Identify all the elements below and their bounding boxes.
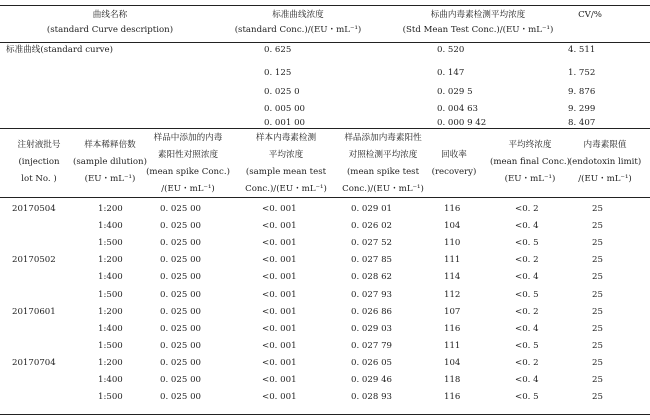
spike-header: 样品中添加的内毒 素阳性对照浓度 (mean spike Conc.) /(EU・mL⁻¹) (146, 133, 230, 194)
limit-cell: 25 (592, 375, 603, 385)
spike-cell: 0. 025 00 (160, 290, 202, 300)
curve-name-header: 曲线名称 (standard Curve description) (46, 10, 174, 35)
curve-cv-cell: 9. 876 (568, 87, 596, 97)
sample-header-rule (0, 197, 650, 198)
recovery-cell: 111 (444, 255, 461, 265)
limit-cell: 25 (592, 238, 603, 248)
spiked-mean-cell: 0. 026 05 (351, 358, 393, 368)
recovery-cell: 114 (444, 272, 461, 282)
final-cell: <0. 5 (515, 238, 539, 248)
final-cell: <0. 2 (515, 255, 539, 265)
final-header: 平均终浓度 (mean final Conc.) (EU・mL⁻¹) (489, 140, 571, 184)
recovery-cell: 118 (444, 375, 461, 385)
limit-cell: 25 (592, 221, 603, 231)
bottom-rule (0, 414, 650, 415)
spike-cell: 0. 025 00 (160, 324, 202, 334)
spiked-mean-cell: 0. 026 02 (351, 221, 393, 231)
spiked-mean-cell: 0. 027 79 (351, 341, 393, 351)
spiked-mean-cell: 0. 026 86 (351, 307, 393, 317)
limit-cell: 25 (592, 290, 603, 300)
sample-mean-cell: <0. 001 (262, 255, 297, 265)
dilution-cell: 1:200 (98, 358, 123, 368)
curve-name-cell: 标准曲线(standard curve) (6, 45, 113, 55)
dilution-cell: 1:400 (98, 272, 123, 282)
spike-cell: 0. 025 00 (160, 255, 202, 265)
sample-mean-cell: <0. 001 (262, 238, 297, 248)
recovery-cell: 104 (444, 221, 461, 231)
final-cell: <0. 4 (515, 324, 539, 334)
sample-mean-cell: <0. 001 (262, 341, 297, 351)
curve-mean-cell: 0. 520 (437, 45, 465, 55)
curve-conc-cell: 0. 005 00 (264, 104, 306, 114)
lot-header: 注射液批号 (injection lot No. ) (17, 140, 61, 184)
spike-cell: 0. 025 00 (160, 204, 202, 214)
spike-cell: 0. 025 00 (160, 238, 202, 248)
spike-cell: 0. 025 00 (160, 272, 202, 282)
limit-cell: 25 (592, 255, 603, 265)
final-cell: <0. 2 (515, 204, 539, 214)
curve-mean-cell: 0. 000 9 42 (437, 118, 487, 128)
dilution-cell: 1:400 (98, 324, 123, 334)
sample-mean-cell: <0. 001 (262, 204, 297, 214)
curve-conc-header: 标准曲线浓度 (standard Conc.)/(EU・mL⁻¹) (234, 10, 362, 35)
spiked-mean-cell: 0. 029 03 (351, 324, 393, 334)
dilution-cell: 1:500 (98, 290, 123, 300)
sample-mean-cell: <0. 001 (262, 221, 297, 231)
curve-mean-cell: 0. 029 5 (437, 87, 473, 97)
dilution-cell: 1:400 (98, 221, 123, 231)
spiked-mean-header: 样品添加内毒素阳性 对照检测平均浓度 (mean spike test Conc.)/(EU・mL⁻¹) (342, 133, 424, 194)
spiked-mean-cell: 0. 029 46 (351, 375, 393, 385)
final-cell: <0. 2 (515, 358, 539, 368)
spiked-mean-cell: 0. 027 52 (351, 238, 393, 248)
lot-cell: 20170704 (12, 358, 56, 368)
curve-mean-cell: 0. 004 63 (437, 104, 479, 114)
sample-mean-cell: <0. 001 (262, 290, 297, 300)
recovery-cell: 116 (444, 392, 461, 402)
spike-cell: 0. 025 00 (160, 307, 202, 317)
final-cell: <0. 2 (515, 307, 539, 317)
limit-header: 内毒素限值 (endotoxin limit) /(EU・mL⁻¹) (568, 140, 642, 184)
dilution-cell: 1:500 (98, 238, 123, 248)
sample-mean-cell: <0. 001 (262, 392, 297, 402)
sample-mean-cell: <0. 001 (262, 375, 297, 385)
curve-mean-cell: 0. 147 (437, 68, 465, 78)
spike-cell: 0. 025 00 (160, 358, 202, 368)
curve-conc-cell: 0. 125 (264, 68, 292, 78)
final-cell: <0. 5 (515, 341, 539, 351)
curve-cv-cell: 1. 752 (568, 68, 596, 78)
spike-cell: 0. 025 00 (160, 221, 202, 231)
spike-cell: 0. 025 00 (160, 375, 202, 385)
recovery-cell: 116 (444, 204, 461, 214)
recovery-cell: 104 (444, 358, 461, 368)
final-cell: <0. 4 (515, 272, 539, 282)
curve-cv-cell: 9. 299 (568, 104, 596, 114)
curve-cv-header: CV/% (578, 10, 602, 20)
lot-cell: 20170601 (12, 307, 56, 317)
spiked-mean-cell: 0. 028 62 (351, 272, 393, 282)
top-rule (0, 5, 650, 6)
dilution-cell: 1:400 (98, 375, 123, 385)
spike-cell: 0. 025 00 (160, 341, 202, 351)
dilution-cell: 1:200 (98, 307, 123, 317)
limit-cell: 25 (592, 204, 603, 214)
curve-conc-cell: 0. 625 (264, 45, 292, 55)
lot-cell: 20170504 (12, 204, 56, 214)
section-divider-rule (0, 128, 650, 129)
spike-cell: 0. 025 00 (160, 392, 202, 402)
recovery-cell: 111 (444, 341, 461, 351)
curve-conc-cell: 0. 001 00 (264, 118, 306, 128)
final-cell: <0. 5 (515, 392, 539, 402)
recovery-cell: 112 (444, 290, 461, 300)
final-cell: <0. 4 (515, 221, 539, 231)
spiked-mean-cell: 0. 027 93 (351, 290, 393, 300)
final-cell: <0. 4 (515, 375, 539, 385)
recovery-cell: 116 (444, 324, 461, 334)
spiked-mean-cell: 0. 028 93 (351, 392, 393, 402)
sample-mean-cell: <0. 001 (262, 272, 297, 282)
limit-cell: 25 (592, 307, 603, 317)
curve-cv-cell: 4. 511 (568, 45, 596, 55)
curve-conc-cell: 0. 025 0 (264, 87, 300, 97)
spiked-mean-cell: 0. 027 85 (351, 255, 393, 265)
limit-cell: 25 (592, 358, 603, 368)
curve-header-rule (0, 42, 650, 43)
recovery-cell: 107 (444, 307, 461, 317)
limit-cell: 25 (592, 272, 603, 282)
dilution-header: 样本稀释倍数 (sample dilution) (EU・mL⁻¹) (73, 140, 147, 184)
limit-cell: 25 (592, 392, 603, 402)
dilution-cell: 1:500 (98, 341, 123, 351)
sample-mean-cell: <0. 001 (262, 324, 297, 334)
recovery-cell: 110 (444, 238, 461, 248)
spiked-mean-cell: 0. 029 01 (351, 204, 393, 214)
limit-cell: 25 (592, 341, 603, 351)
dilution-cell: 1:200 (98, 204, 123, 214)
limit-cell: 25 (592, 324, 603, 334)
curve-mean-header: 标曲内毒素检测平均浓度 (Std Mean Test Conc.)/(EU・mL⁻¹) (402, 10, 554, 35)
sample-mean-header: 样本内毒素检测 平均浓度 (sample mean test Conc.)/(EU・mL⁻¹) (245, 133, 327, 194)
final-cell: <0. 5 (515, 290, 539, 300)
sample-mean-cell: <0. 001 (262, 358, 297, 368)
sample-mean-cell: <0. 001 (262, 307, 297, 317)
lot-cell: 20170502 (12, 255, 56, 265)
dilution-cell: 1:500 (98, 392, 123, 402)
dilution-cell: 1:200 (98, 255, 123, 265)
curve-cv-cell: 8. 407 (568, 118, 596, 128)
recovery-header: 回收率 (recovery) (431, 150, 477, 177)
